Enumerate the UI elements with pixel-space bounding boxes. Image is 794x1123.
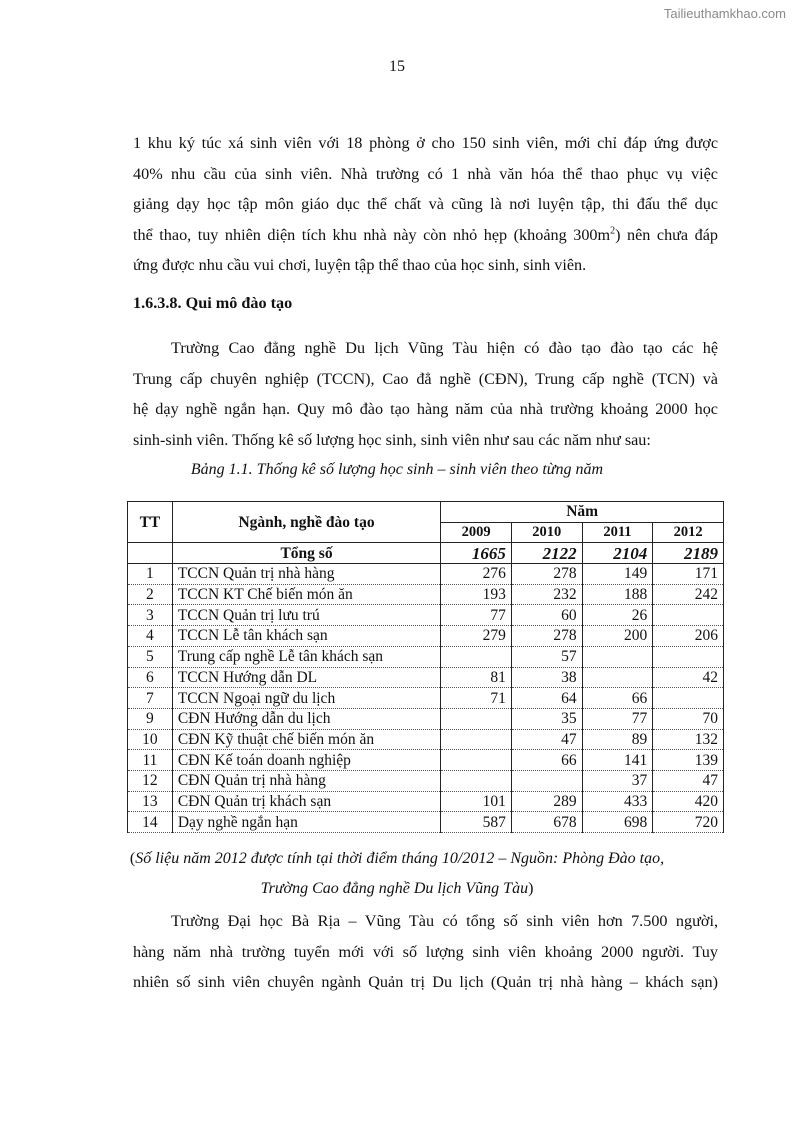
paragraph-line: Trường Cao đẳng nghề Du lịch Vũng Tàu hiện có đào tạo đào tạo các hệ	[171, 339, 718, 357]
row-value: 77	[441, 605, 512, 626]
paragraph-line	[133, 220, 718, 251]
row-number: 7	[128, 688, 173, 709]
row-value: 38	[511, 667, 582, 688]
row-field-name: Dạy nghề ngắn hạn	[172, 812, 440, 833]
total-label: Tổng số	[172, 543, 440, 564]
source-note	[0, 844, 794, 904]
row-value: 57	[511, 646, 582, 667]
paragraph-line: 40% nhu cầu của sinh viên. Nhà trường có 1 nhà văn hóa thể thao phục vụ việc	[133, 164, 718, 183]
paragraph-line: sinh-sinh viên. Thống kê số lượng học sinh, sinh viên như sau các năm như sau:	[133, 430, 651, 449]
text-segment: ) nên chưa đáp	[615, 225, 718, 244]
row-number: 6	[128, 667, 173, 688]
text-segment: thể thao, tuy nhiên diện tích khu nhà này còn nhỏ hẹp (khoảng 300m	[133, 225, 611, 244]
enrollment-table	[127, 501, 724, 833]
row-number: 3	[128, 605, 173, 626]
row-number: 14	[128, 812, 173, 833]
row-value: 193	[441, 584, 512, 605]
row-number: 12	[128, 770, 173, 791]
table-row	[128, 708, 724, 729]
row-value	[653, 688, 724, 709]
total-value: 2104	[582, 543, 653, 564]
row-value: 289	[511, 791, 582, 812]
table-row	[128, 729, 724, 750]
row-value: 64	[511, 688, 582, 709]
row-value: 42	[653, 667, 724, 688]
table-row	[128, 646, 724, 667]
row-value: 101	[441, 791, 512, 812]
row-value: 71	[441, 688, 512, 709]
row-value: 698	[582, 812, 653, 833]
source-text: Trường Cao đẳng nghề Du lịch Vũng Tàu	[260, 880, 529, 897]
page-number: 15	[389, 58, 405, 75]
paragraph-line: Trung cấp chuyên nghiệp (TCCN), Cao đẳ nghề (CĐN), Trung cấp nghề (TCN) và	[133, 369, 718, 388]
row-value	[441, 646, 512, 667]
table-row	[128, 791, 724, 812]
row-value: 171	[653, 564, 724, 585]
source-text: Số liệu năm 2012 được tính tại thời điểm tháng 10/2012 – Nguồn: Phòng Đào tạo,	[135, 850, 665, 867]
row-value: 188	[582, 584, 653, 605]
row-field-name: CĐN Quản trị khách sạn	[172, 791, 440, 812]
row-value: 433	[582, 791, 653, 812]
row-value	[653, 646, 724, 667]
row-number: 13	[128, 791, 173, 812]
total-value: 2122	[511, 543, 582, 564]
row-number: 9	[128, 708, 173, 729]
row-value: 587	[441, 812, 512, 833]
table-row	[128, 688, 724, 709]
paragraph-line: ứng được nhu cầu vui chơi, luyện tập thể thao của học sinh, sinh viên.	[133, 256, 587, 274]
row-value	[653, 605, 724, 626]
row-value: 141	[582, 750, 653, 771]
paragraph-line: giảng dạy học tập môn giáo dục thể chất và cũng là nơi luyện tập, thi đấu thể dục	[133, 195, 718, 213]
header-tt: TT	[128, 502, 173, 543]
row-value: 66	[582, 688, 653, 709]
row-value: 77	[582, 708, 653, 729]
row-number: 4	[128, 626, 173, 647]
row-value	[582, 646, 653, 667]
row-value: 47	[653, 770, 724, 791]
row-value: 66	[511, 750, 582, 771]
total-value: 2189	[653, 543, 724, 564]
row-number: 1	[128, 564, 173, 585]
row-value: 200	[582, 626, 653, 647]
source-close-paren: )	[528, 880, 534, 897]
row-value: 132	[653, 729, 724, 750]
row-field-name: TCCN KT Chế biến món ăn	[172, 584, 440, 605]
row-value: 47	[511, 729, 582, 750]
row-value	[441, 708, 512, 729]
header-year: 2010	[511, 522, 582, 543]
row-field-name: TCCN Lễ tân khách sạn	[172, 626, 440, 647]
header-year: 2011	[582, 522, 653, 543]
table-row	[128, 626, 724, 647]
row-value: 149	[582, 564, 653, 585]
row-field-name: TCCN Quản trị lưu trú	[172, 605, 440, 626]
table-caption: Bảng 1.1. Thống kê số lượng học sinh – sinh viên theo từng năm	[190, 461, 604, 478]
row-value	[441, 750, 512, 771]
superscript: 2	[610, 225, 616, 237]
row-field-name: CĐN Quản trị nhà hàng	[172, 770, 440, 791]
row-field-name: TCCN Hướng dẫn DL	[172, 667, 440, 688]
row-value	[441, 770, 512, 791]
row-field-name: CĐN Kỹ thuật chế biến món ăn	[172, 729, 440, 750]
table-row	[128, 667, 724, 688]
table-row	[128, 584, 724, 605]
paragraph-line: 1 khu ký túc xá sinh viên với 18 phòng ở cho 150 sinh viên, mới chỉ đáp ứng được	[133, 134, 718, 152]
section-heading: 1.6.3.8. Qui mô đào tạo	[133, 294, 293, 312]
row-value: 89	[582, 729, 653, 750]
row-value: 276	[441, 564, 512, 585]
watermark: Tailieuthamkhao.com	[663, 6, 786, 21]
paragraph-2	[133, 333, 718, 455]
row-value	[511, 770, 582, 791]
total-tt-cell	[128, 543, 173, 564]
row-value: 420	[653, 791, 724, 812]
table-row	[128, 770, 724, 791]
row-value: 139	[653, 750, 724, 771]
row-value: 678	[511, 812, 582, 833]
total-value: 1665	[441, 543, 512, 564]
row-field-name: Trung cấp nghề Lễ tân khách sạn	[172, 646, 440, 667]
row-value: 279	[441, 626, 512, 647]
row-value: 35	[511, 708, 582, 729]
header-year: 2009	[441, 522, 512, 543]
row-number: 2	[128, 584, 173, 605]
row-value: 26	[582, 605, 653, 626]
paragraph-line: hàng năm nhà trường tuyển mới với số lượng sinh viên khoảng 2000 người. Tuy	[133, 942, 718, 961]
paragraph-3	[133, 906, 718, 998]
row-number: 10	[128, 729, 173, 750]
header-field: Ngành, nghề đào tạo	[172, 502, 440, 543]
row-field-name: CĐN Kế toán doanh nghiệp	[172, 750, 440, 771]
row-value: 242	[653, 584, 724, 605]
row-number: 5	[128, 646, 173, 667]
row-number: 11	[128, 750, 173, 771]
row-value: 278	[511, 626, 582, 647]
table-row	[128, 812, 724, 833]
row-value: 278	[511, 564, 582, 585]
row-value	[582, 667, 653, 688]
source-line-1	[0, 844, 794, 874]
table-row	[128, 750, 724, 771]
row-value: 81	[441, 667, 512, 688]
paragraph-line: nhiên số sinh viên chuyên ngành Quản trị Du lịch (Quản trị nhà hàng – khách sạn)	[133, 973, 718, 991]
row-value: 60	[511, 605, 582, 626]
row-value: 70	[653, 708, 724, 729]
row-value: 720	[653, 812, 724, 833]
paragraph-line: hệ dạy nghề ngắn hạn. Quy mô đào tạo hàng năm của nhà trường khoảng 2000 học	[133, 400, 718, 418]
paragraph-line: Trường Đại học Bà Rịa – Vũng Tàu có tổng số sinh viên hơn 7.500 người,	[171, 912, 718, 930]
paragraph-1	[133, 128, 718, 281]
row-field-name: TCCN Quản trị nhà hàng	[172, 564, 440, 585]
row-value: 206	[653, 626, 724, 647]
table-row	[128, 564, 724, 585]
row-value: 232	[511, 584, 582, 605]
row-value	[441, 729, 512, 750]
header-year-group: Năm	[441, 502, 724, 523]
row-field-name: CĐN Hướng dẫn du lịch	[172, 708, 440, 729]
row-field-name: TCCN Ngoại ngữ du lịch	[172, 688, 440, 709]
header-year: 2012	[653, 522, 724, 543]
source-line-2	[0, 874, 794, 904]
row-value: 37	[582, 770, 653, 791]
table-row	[128, 605, 724, 626]
source-open-paren: (	[129, 850, 136, 867]
